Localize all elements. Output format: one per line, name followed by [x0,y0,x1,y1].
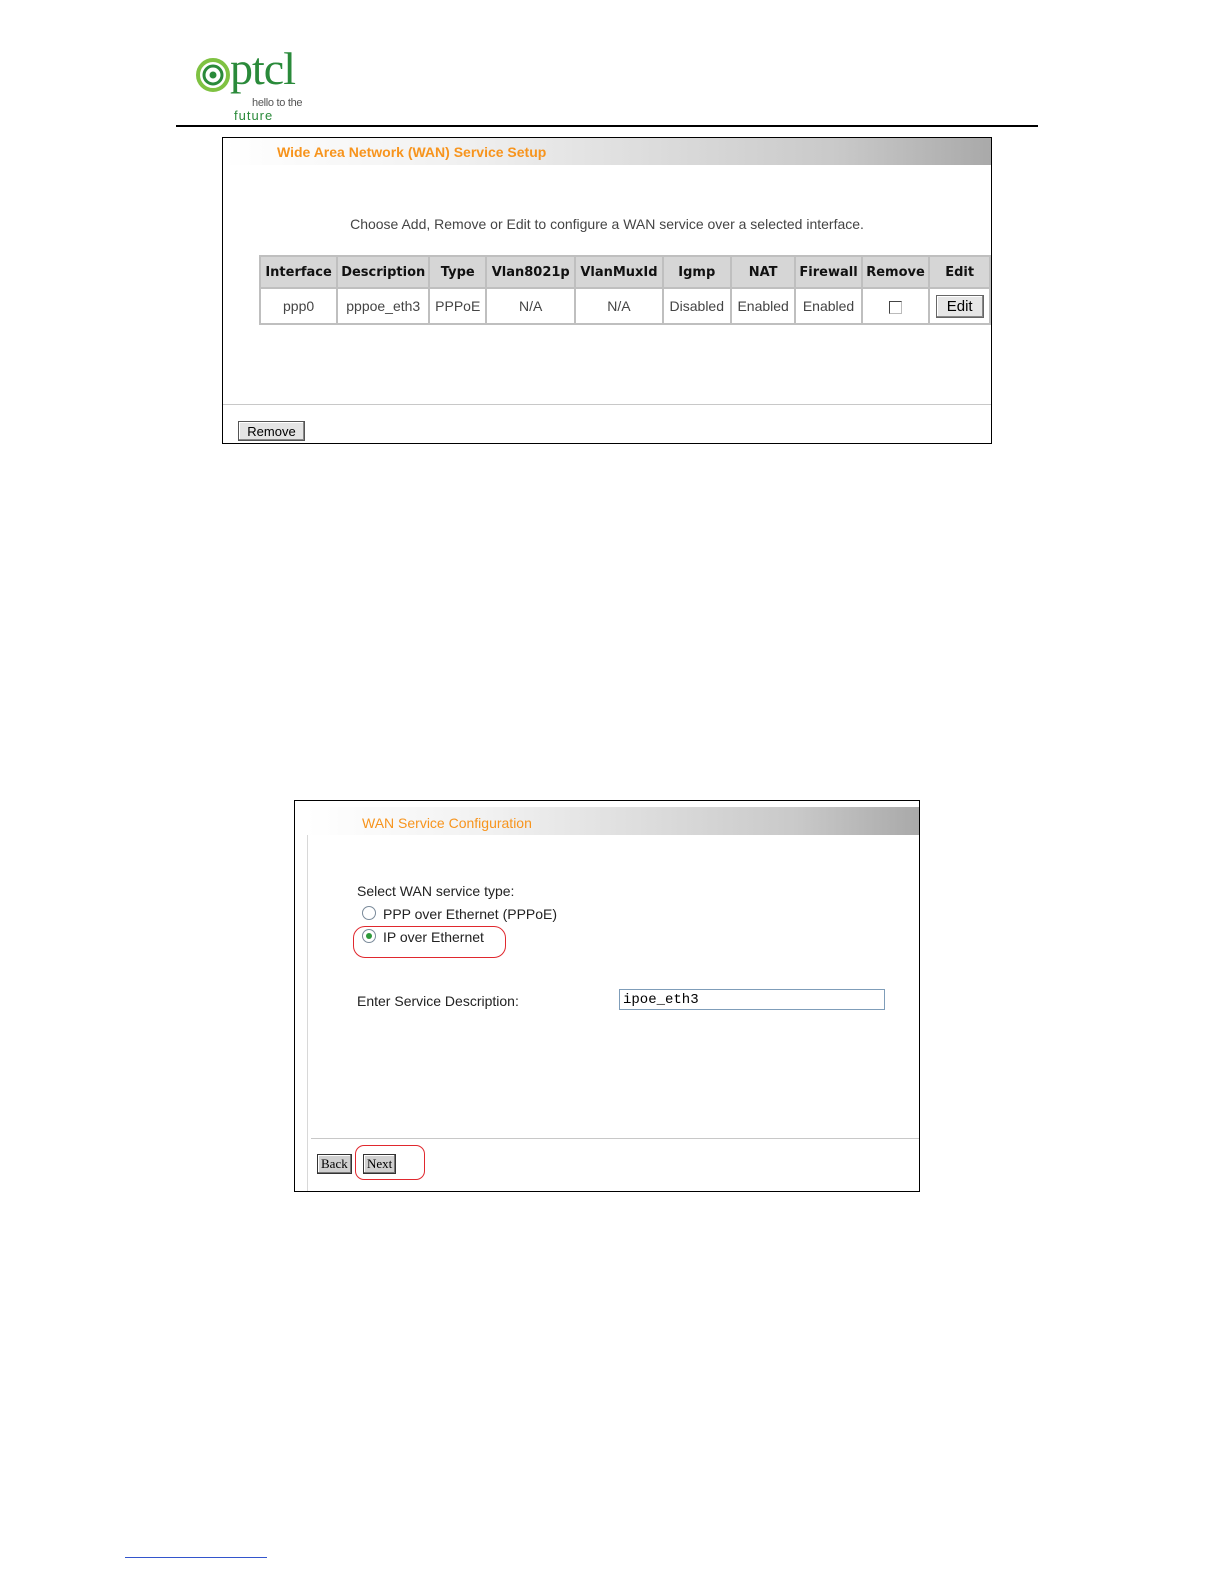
footnote-rule [125,1557,267,1558]
column-header-igmp: Igmp [663,256,731,288]
panel-title: WAN Service Configuration [362,815,532,831]
ipoe-option-label[interactable]: IP over Ethernet [383,929,484,945]
column-header-nat: NAT [731,256,795,288]
edit-button[interactable]: Edit [936,295,984,318]
service-description-label: Enter Service Description: [357,993,519,1009]
panel-side-rule [307,835,308,1191]
column-header-vlan8021p: Vlan8021p [486,256,575,288]
cell-firewall: Enabled [795,288,861,324]
cell-description: pppoe_eth3 [337,288,429,324]
cell-remove [862,288,930,324]
header-divider [176,125,1038,127]
cell-interface: ppp0 [260,288,337,324]
cell-type: PPPoE [429,288,486,324]
logo-tagline-future: future [234,108,274,123]
cell-nat: Enabled [731,288,795,324]
cell-igmp: Disabled [663,288,731,324]
panel-header [223,138,991,165]
column-header-description: Description [337,256,429,288]
next-highlight-annotation [355,1145,425,1180]
back-button[interactable]: Back [317,1154,352,1174]
ptcl-swirl-icon [196,58,230,92]
service-description-input[interactable] [619,989,885,1010]
panel-divider [223,404,991,405]
panel-title: Wide Area Network (WAN) Service Setup [277,144,547,160]
cell-vlanmuxid: N/A [575,288,662,324]
column-header-type: Type [429,256,486,288]
remove-checkbox[interactable] [889,301,902,314]
panel-divider [311,1138,919,1139]
column-header-firewall: Firewall [795,256,861,288]
cell-vlan8021p: N/A [486,288,575,324]
wan-service-configuration-panel [294,800,920,1192]
pppoe-option-label[interactable]: PPP over Ethernet (PPPoE) [383,906,558,922]
column-header-edit: Edit [929,256,990,288]
service-type-label: Select WAN service type: [357,883,515,899]
pppoe-radio[interactable] [362,906,376,920]
wan-services-table [259,255,991,325]
logo-tagline: hello to the [252,97,303,109]
column-header-interface: Interface [260,256,337,288]
cell-edit [929,288,990,324]
remove-button[interactable]: Remove [238,421,305,441]
wan-service-setup-panel [222,137,992,444]
instruction-text: Choose Add, Remove or Edit to configure a WAN service over a selected interface. [350,216,864,232]
ipoe-highlight-annotation [353,926,506,958]
ptcl-logo [194,43,324,124]
table-row [260,288,990,324]
next-button[interactable]: Next [363,1154,396,1174]
column-header-remove: Remove [862,256,930,288]
table-header-row [260,256,990,288]
logo-wordmark: ptcl [230,43,295,94]
panel-header [307,807,919,835]
column-header-vlanmuxid: VlanMuxId [575,256,662,288]
